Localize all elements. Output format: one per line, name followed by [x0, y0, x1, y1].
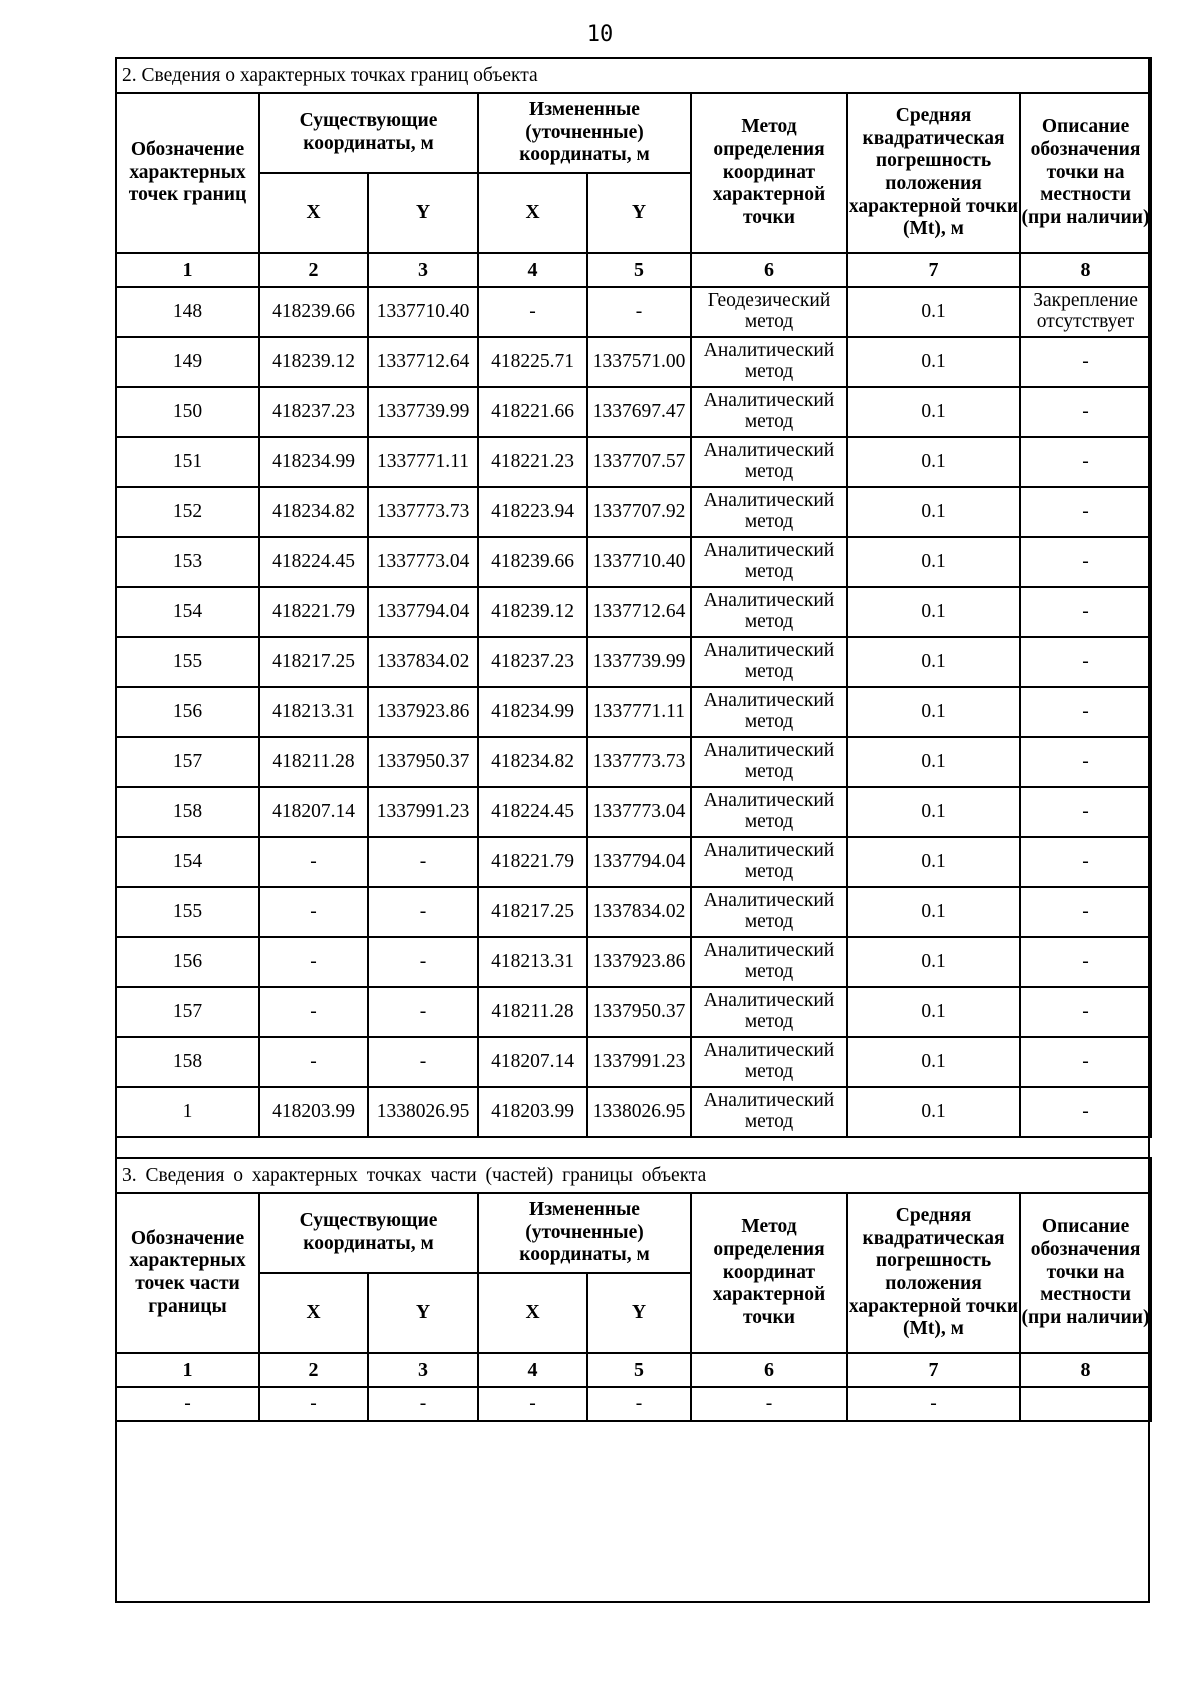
method-cell: Аналитический метод — [691, 487, 847, 537]
changed-y-cell: 1337571.00 — [587, 337, 691, 387]
changed-y-cell: 1337707.57 — [587, 437, 691, 487]
table-row — [116, 887, 1151, 937]
mean-square-error-cell: 0.1 — [847, 437, 1020, 487]
point-designation-cell: 158 — [116, 1037, 259, 1087]
existing-x-cell: 418234.82 — [259, 487, 368, 537]
method-cell: Аналитический метод — [691, 937, 847, 987]
table-row — [116, 837, 1151, 887]
method-cell: Геодезический метод — [691, 287, 847, 337]
changed-x-cell: - — [478, 287, 587, 337]
changed-x-cell: 418203.99 — [478, 1087, 587, 1137]
header-description: Описание обозначения точки на местности (при наличии) — [1020, 1193, 1151, 1353]
header-existing-x: X — [259, 173, 368, 253]
existing-y-cell: 1337739.99 — [368, 387, 478, 437]
point-designation-cell: 155 — [116, 887, 259, 937]
mean-square-error-cell: 0.1 — [847, 337, 1020, 387]
table-row — [116, 337, 1151, 387]
existing-x-cell: - — [259, 987, 368, 1037]
column-number: 5 — [587, 1353, 691, 1387]
changed-x-cell: 418224.45 — [478, 787, 587, 837]
mean-square-error-cell: 0.1 — [847, 387, 1020, 437]
changed-y-cell: 1337712.64 — [587, 587, 691, 637]
header-changed-x: X — [478, 173, 587, 253]
changed-x-cell: - — [478, 1387, 587, 1421]
changed-x-cell: 418221.66 — [478, 387, 587, 437]
description-cell: Закрепление отсутствует — [1020, 287, 1151, 337]
column-number: 1 — [116, 1353, 259, 1387]
method-cell: Аналитический метод — [691, 537, 847, 587]
existing-x-cell: - — [259, 1037, 368, 1087]
table-row — [116, 587, 1151, 637]
changed-x-cell: 418225.71 — [478, 337, 587, 387]
changed-y-cell: 1337739.99 — [587, 637, 691, 687]
table-row — [116, 287, 1151, 337]
mean-square-error-cell: 0.1 — [847, 637, 1020, 687]
column-number: 6 — [691, 253, 847, 287]
point-designation-cell: 153 — [116, 537, 259, 587]
changed-y-cell: 1337991.23 — [587, 1037, 691, 1087]
method-cell: Аналитический метод — [691, 837, 847, 887]
existing-x-cell: 418239.12 — [259, 337, 368, 387]
changed-y-cell: 1337923.86 — [587, 937, 691, 987]
column-number: 4 — [478, 253, 587, 287]
part-boundary-points-table — [115, 1157, 1152, 1422]
column-number: 8 — [1020, 1353, 1151, 1387]
mean-square-error-cell: 0.1 — [847, 587, 1020, 637]
method-cell: Аналитический метод — [691, 337, 847, 387]
changed-x-cell: 418234.82 — [478, 737, 587, 787]
changed-x-cell: 418237.23 — [478, 637, 587, 687]
mean-square-error-cell: 0.1 — [847, 937, 1020, 987]
header-mean-square-error: Средняя квадратическая погрешность положения характерной точки (Mt), м — [847, 93, 1020, 253]
description-cell: - — [1020, 687, 1151, 737]
point-designation-cell: - — [116, 1387, 259, 1421]
column-number-row — [116, 1353, 1151, 1387]
point-designation-cell: 157 — [116, 737, 259, 787]
table-row — [116, 537, 1151, 587]
description-cell: - — [1020, 1087, 1151, 1137]
header-designation: Обозначение характерных точек границ — [116, 93, 259, 253]
method-cell: Аналитический метод — [691, 687, 847, 737]
header-description: Описание обозначения точки на местности (при наличии) — [1020, 93, 1151, 253]
header-designation: Обозначение характерных точек части границы — [116, 1193, 259, 1353]
column-number: 3 — [368, 1353, 478, 1387]
existing-y-cell: 1337710.40 — [368, 287, 478, 337]
description-cell: - — [1020, 387, 1151, 437]
column-number: 2 — [259, 253, 368, 287]
column-number: 2 — [259, 1353, 368, 1387]
point-designation-cell: 156 — [116, 687, 259, 737]
description-cell: - — [1020, 537, 1151, 587]
existing-x-cell: 418217.25 — [259, 637, 368, 687]
description-cell: - — [1020, 987, 1151, 1037]
existing-y-cell: - — [368, 837, 478, 887]
point-designation-cell: 157 — [116, 987, 259, 1037]
existing-y-cell: 1337834.02 — [368, 637, 478, 687]
existing-y-cell: - — [368, 1387, 478, 1421]
existing-x-cell: 418213.31 — [259, 687, 368, 737]
existing-x-cell: 418237.23 — [259, 387, 368, 437]
table-row — [116, 787, 1151, 837]
existing-x-cell: - — [259, 887, 368, 937]
point-designation-cell: 154 — [116, 837, 259, 887]
point-designation-cell: 148 — [116, 287, 259, 337]
existing-x-cell: 418207.14 — [259, 787, 368, 837]
table-row — [116, 637, 1151, 687]
header-changed-x: X — [478, 1273, 587, 1353]
mean-square-error-cell: 0.1 — [847, 887, 1020, 937]
description-cell: - — [1020, 787, 1151, 837]
mean-square-error-cell: 0.1 — [847, 487, 1020, 537]
existing-y-cell: 1337712.64 — [368, 337, 478, 387]
changed-y-cell: - — [587, 1387, 691, 1421]
changed-x-cell: 418234.99 — [478, 687, 587, 737]
section-2-title: 2. Сведения о характерных точках границ объекта — [116, 58, 1151, 93]
existing-y-cell: 1337773.04 — [368, 537, 478, 587]
existing-y-cell: - — [368, 937, 478, 987]
column-number: 6 — [691, 1353, 847, 1387]
description-cell: - — [1020, 587, 1151, 637]
column-number: 7 — [847, 1353, 1020, 1387]
existing-y-cell: 1337950.37 — [368, 737, 478, 787]
point-designation-cell: 1 — [116, 1087, 259, 1137]
column-number: 1 — [116, 253, 259, 287]
header-changed-coordinates: Измененные (уточненные) координаты, м — [478, 1193, 691, 1273]
existing-y-cell: - — [368, 987, 478, 1037]
column-number: 8 — [1020, 253, 1151, 287]
changed-y-cell: - — [587, 287, 691, 337]
existing-x-cell: 418211.28 — [259, 737, 368, 787]
method-cell: Аналитический метод — [691, 587, 847, 637]
header-existing-x: X — [259, 1273, 368, 1353]
header-changed-y: Y — [587, 173, 691, 253]
existing-y-cell: 1337923.86 — [368, 687, 478, 737]
header-existing-coordinates: Существующие координаты, м — [259, 93, 478, 173]
table-row — [116, 1387, 1151, 1421]
point-designation-cell: 155 — [116, 637, 259, 687]
table-row — [116, 987, 1151, 1037]
page-number: 10 — [586, 22, 614, 47]
changed-y-cell: 1337710.40 — [587, 537, 691, 587]
existing-x-cell: 418239.66 — [259, 287, 368, 337]
table-row — [116, 687, 1151, 737]
column-number: 5 — [587, 253, 691, 287]
mean-square-error-cell: 0.1 — [847, 737, 1020, 787]
mean-square-error-cell: 0.1 — [847, 1087, 1020, 1137]
existing-y-cell: - — [368, 887, 478, 937]
header-method: Метод определения координат характерной точки — [691, 93, 847, 253]
point-designation-cell: 149 — [116, 337, 259, 387]
mean-square-error-cell: 0.1 — [847, 687, 1020, 737]
table-row — [116, 437, 1151, 487]
description-cell — [1020, 1387, 1151, 1421]
description-cell: - — [1020, 487, 1151, 537]
table-row — [116, 487, 1151, 537]
point-designation-cell: 150 — [116, 387, 259, 437]
changed-x-cell: 418221.23 — [478, 437, 587, 487]
header-existing-coordinates: Существующие координаты, м — [259, 1193, 478, 1273]
changed-y-cell: 1337834.02 — [587, 887, 691, 937]
column-number: 7 — [847, 253, 1020, 287]
changed-x-cell: 418239.12 — [478, 587, 587, 637]
table-row — [116, 387, 1151, 437]
existing-x-cell: 418224.45 — [259, 537, 368, 587]
mean-square-error-cell: 0.1 — [847, 987, 1020, 1037]
existing-y-cell: 1337771.11 — [368, 437, 478, 487]
header-existing-y: Y — [368, 1273, 478, 1353]
existing-x-cell: - — [259, 1387, 368, 1421]
changed-y-cell: 1337697.47 — [587, 387, 691, 437]
changed-y-cell: 1338026.95 — [587, 1087, 691, 1137]
changed-x-cell: 418239.66 — [478, 537, 587, 587]
mean-square-error-cell: 0.1 — [847, 287, 1020, 337]
point-designation-cell: 156 — [116, 937, 259, 987]
point-designation-cell: 154 — [116, 587, 259, 637]
mean-square-error-cell: - — [847, 1387, 1020, 1421]
description-cell: - — [1020, 1037, 1151, 1087]
changed-x-cell: 418221.79 — [478, 837, 587, 887]
table-row — [116, 1037, 1151, 1087]
changed-y-cell: 1337773.04 — [587, 787, 691, 837]
existing-x-cell: - — [259, 937, 368, 987]
existing-y-cell: 1337991.23 — [368, 787, 478, 837]
changed-x-cell: 418207.14 — [478, 1037, 587, 1087]
column-number-row — [116, 253, 1151, 287]
table-row — [116, 1087, 1151, 1137]
method-cell: Аналитический метод — [691, 987, 847, 1037]
header-existing-y: Y — [368, 173, 478, 253]
method-cell: Аналитический метод — [691, 437, 847, 487]
table-row — [116, 937, 1151, 987]
method-cell: Аналитический метод — [691, 1037, 847, 1087]
header-mean-square-error: Средняя квадратическая погрешность положения характерной точки (Mt), м — [847, 1193, 1020, 1353]
method-cell: - — [691, 1387, 847, 1421]
boundary-points-table — [115, 57, 1152, 1138]
column-number: 4 — [478, 1353, 587, 1387]
changed-y-cell: 1337771.11 — [587, 687, 691, 737]
method-cell: Аналитический метод — [691, 737, 847, 787]
changed-y-cell: 1337707.92 — [587, 487, 691, 537]
changed-x-cell: 418213.31 — [478, 937, 587, 987]
changed-y-cell: 1337773.73 — [587, 737, 691, 787]
description-cell: - — [1020, 837, 1151, 887]
existing-y-cell: 1337773.73 — [368, 487, 478, 537]
method-cell: Аналитический метод — [691, 787, 847, 837]
description-cell: - — [1020, 337, 1151, 387]
method-cell: Аналитический метод — [691, 887, 847, 937]
mean-square-error-cell: 0.1 — [847, 787, 1020, 837]
method-cell: Аналитический метод — [691, 1087, 847, 1137]
description-cell: - — [1020, 937, 1151, 987]
changed-x-cell: 418217.25 — [478, 887, 587, 937]
point-designation-cell: 158 — [116, 787, 259, 837]
changed-x-cell: 418223.94 — [478, 487, 587, 537]
existing-y-cell: 1337794.04 — [368, 587, 478, 637]
point-designation-cell: 151 — [116, 437, 259, 487]
existing-y-cell: - — [368, 1037, 478, 1087]
header-changed-coordinates: Измененные (уточненные) координаты, м — [478, 93, 691, 173]
mean-square-error-cell: 0.1 — [847, 1037, 1020, 1087]
description-cell: - — [1020, 437, 1151, 487]
description-cell: - — [1020, 887, 1151, 937]
column-number: 3 — [368, 253, 478, 287]
changed-y-cell: 1337794.04 — [587, 837, 691, 887]
changed-y-cell: 1337950.37 — [587, 987, 691, 1037]
existing-x-cell: 418234.99 — [259, 437, 368, 487]
table-row — [116, 737, 1151, 787]
section-3-title: 3. Сведения о характерных точках части (частей) границы объекта — [116, 1158, 1151, 1193]
description-cell: - — [1020, 637, 1151, 687]
method-cell: Аналитический метод — [691, 387, 847, 437]
mean-square-error-cell: 0.1 — [847, 537, 1020, 587]
mean-square-error-cell: 0.1 — [847, 837, 1020, 887]
existing-x-cell: 418221.79 — [259, 587, 368, 637]
description-cell: - — [1020, 737, 1151, 787]
header-changed-y: Y — [587, 1273, 691, 1353]
method-cell: Аналитический метод — [691, 637, 847, 687]
changed-x-cell: 418211.28 — [478, 987, 587, 1037]
existing-x-cell: 418203.99 — [259, 1087, 368, 1137]
existing-x-cell: - — [259, 837, 368, 887]
point-designation-cell: 152 — [116, 487, 259, 537]
existing-y-cell: 1338026.95 — [368, 1087, 478, 1137]
header-method: Метод определения координат характерной точки — [691, 1193, 847, 1353]
